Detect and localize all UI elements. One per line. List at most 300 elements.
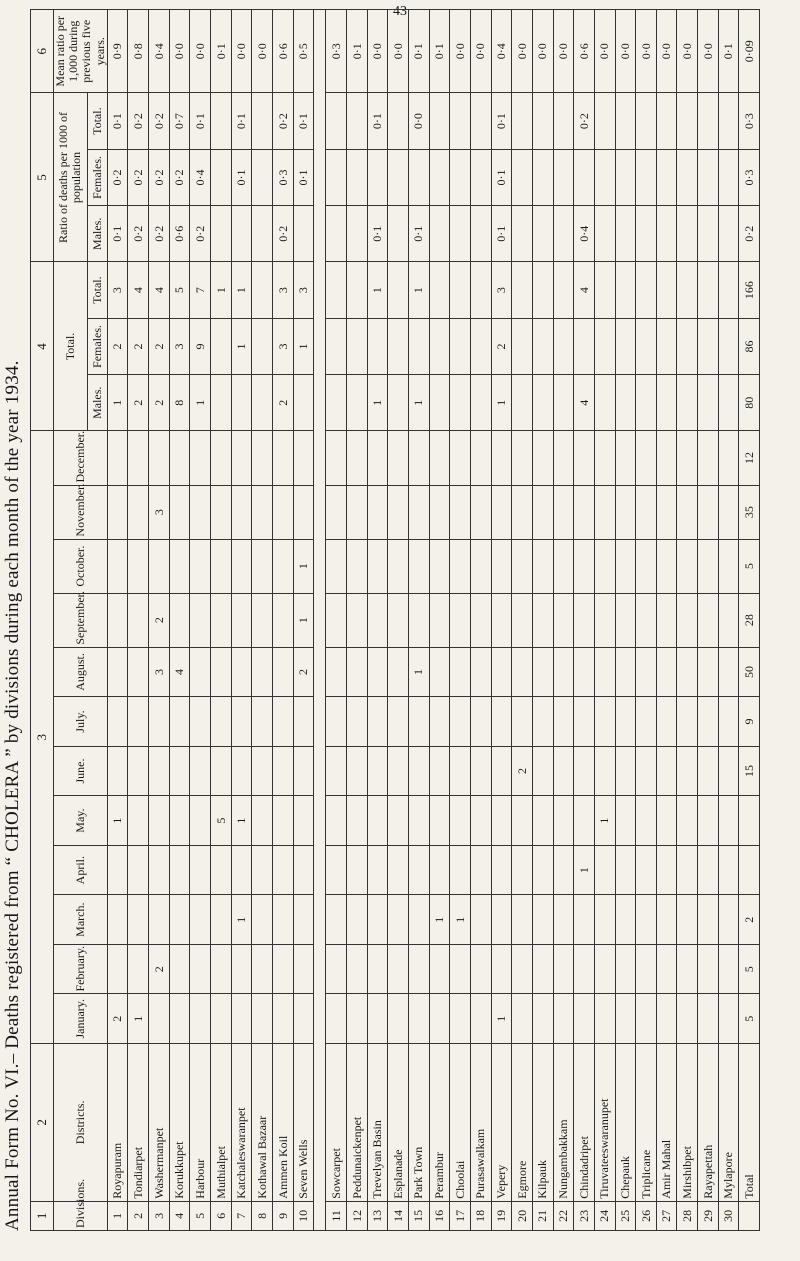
- table-row: [656, 10, 677, 1231]
- stat-rf: [367, 149, 388, 205]
- month-deaths: [491, 796, 512, 846]
- month-deaths: [470, 647, 491, 697]
- month-deaths: [470, 944, 491, 994]
- stat-tf: 9: [190, 318, 211, 374]
- month-deaths: 1: [107, 796, 128, 846]
- stat-tf: [677, 318, 698, 374]
- header-month: March.: [54, 895, 108, 945]
- header-month: February.: [54, 944, 108, 994]
- month-deaths: [169, 539, 190, 593]
- total-label: Total: [739, 1044, 760, 1202]
- month-deaths: [273, 593, 294, 647]
- month-deaths: [107, 539, 128, 593]
- header-total-females: Females.: [87, 318, 107, 374]
- stat-rt: [594, 93, 615, 149]
- month-deaths: [636, 895, 657, 945]
- division-number: 29: [698, 1201, 719, 1230]
- stat-tf: 2: [107, 318, 128, 374]
- month-deaths: 1: [293, 539, 314, 593]
- district-name: Seven Wells: [293, 1044, 314, 1202]
- month-deaths: [574, 994, 595, 1044]
- month-deaths: [367, 647, 388, 697]
- month-deaths: [532, 994, 553, 1044]
- stat-rm: [615, 206, 636, 262]
- month-deaths: [512, 994, 533, 1044]
- month-deaths: [107, 746, 128, 796]
- month-deaths: [429, 697, 450, 747]
- month-deaths: [656, 431, 677, 485]
- month-deaths: [677, 485, 698, 539]
- stat-rf: [450, 149, 471, 205]
- month-deaths: [491, 944, 512, 994]
- table-row: [149, 10, 170, 1231]
- stat-tm: [326, 375, 347, 431]
- table-body: [107, 10, 760, 1231]
- month-deaths: [149, 697, 170, 747]
- month-deaths: [326, 895, 347, 945]
- month-deaths: [211, 994, 232, 1044]
- stat-rm: 0·2: [190, 206, 211, 262]
- month-deaths: [326, 539, 347, 593]
- month-deaths: [388, 647, 409, 697]
- month-deaths: [677, 994, 698, 1044]
- stat-mean: 0·0: [615, 10, 636, 94]
- month-deaths: [346, 845, 367, 895]
- division-number: 7: [231, 1201, 252, 1230]
- table-row: [718, 10, 739, 1231]
- month-deaths: [128, 895, 149, 945]
- stat-mean: 0·0: [169, 10, 190, 94]
- month-deaths: [677, 593, 698, 647]
- month-deaths: [190, 539, 211, 593]
- stat-tt: [718, 262, 739, 318]
- stat-tf: 3: [273, 318, 294, 374]
- district-name: Chindadripet: [574, 1044, 595, 1202]
- total-stat-mean: 0·09: [739, 10, 760, 94]
- month-deaths: [408, 485, 429, 539]
- month-deaths: [532, 647, 553, 697]
- month-deaths: [346, 593, 367, 647]
- month-deaths: [211, 697, 232, 747]
- district-name: Purasawalkam: [470, 1044, 491, 1202]
- month-deaths: [615, 895, 636, 945]
- stat-rm: 0·1: [107, 206, 128, 262]
- stat-tf: [470, 318, 491, 374]
- stat-mean: 0·0: [252, 10, 273, 94]
- stat-rt: [252, 93, 273, 149]
- month-deaths: [293, 697, 314, 747]
- month-deaths: [190, 796, 211, 846]
- total-month-deaths: 2: [739, 895, 760, 945]
- stat-tm: 1: [367, 375, 388, 431]
- month-deaths: 1: [128, 994, 149, 1044]
- header-month: October.: [54, 539, 108, 593]
- stat-tf: [553, 318, 574, 374]
- month-deaths: [656, 994, 677, 1044]
- stat-rt: [211, 93, 232, 149]
- division-number: 14: [388, 1201, 409, 1230]
- month-deaths: [718, 485, 739, 539]
- month-deaths: [252, 485, 273, 539]
- stat-tt: 5: [169, 262, 190, 318]
- stat-rm: [252, 206, 273, 262]
- month-deaths: [388, 845, 409, 895]
- stat-rt: 0·0: [408, 93, 429, 149]
- month-deaths: [594, 845, 615, 895]
- stat-tt: [532, 262, 553, 318]
- month-deaths: 1: [450, 895, 471, 945]
- stat-tt: [615, 262, 636, 318]
- month-deaths: [367, 796, 388, 846]
- month-deaths: [211, 431, 232, 485]
- month-deaths: [429, 994, 450, 1044]
- month-deaths: [252, 746, 273, 796]
- month-deaths: [231, 746, 252, 796]
- month-deaths: [470, 431, 491, 485]
- month-deaths: [190, 697, 211, 747]
- month-deaths: [408, 431, 429, 485]
- month-deaths: [532, 593, 553, 647]
- table-row: [698, 10, 719, 1231]
- stat-rm: [532, 206, 553, 262]
- stat-rf: [252, 149, 273, 205]
- month-deaths: [326, 485, 347, 539]
- month-deaths: [346, 539, 367, 593]
- division-number: 21: [532, 1201, 553, 1230]
- month-deaths: [718, 647, 739, 697]
- month-deaths: [273, 485, 294, 539]
- month-deaths: [615, 697, 636, 747]
- stat-rm: 0·1: [367, 206, 388, 262]
- month-deaths: [107, 431, 128, 485]
- stat-rf: 0·1: [491, 149, 512, 205]
- stat-tt: [450, 262, 471, 318]
- month-deaths: [273, 895, 294, 945]
- division-number: 24: [594, 1201, 615, 1230]
- month-deaths: [698, 485, 719, 539]
- stat-rf: [408, 149, 429, 205]
- stat-tt: [252, 262, 273, 318]
- total-blank: [739, 1201, 760, 1230]
- stat-tm: [512, 375, 533, 431]
- month-deaths: [149, 845, 170, 895]
- month-deaths: [615, 994, 636, 1044]
- stat-tf: [656, 318, 677, 374]
- total-stat-tt: 166: [739, 262, 760, 318]
- header-ratio-group: Ratio of deaths per 1000 of population: [54, 93, 88, 262]
- stat-tt: 1: [408, 262, 429, 318]
- total-month-deaths: 50: [739, 647, 760, 697]
- stat-rf: 0·2: [169, 149, 190, 205]
- month-deaths: [656, 593, 677, 647]
- table-row: [615, 10, 636, 1231]
- month-deaths: [429, 845, 450, 895]
- month-deaths: [408, 944, 429, 994]
- stat-rt: [346, 93, 367, 149]
- total-stat-rf: 0·3: [739, 149, 760, 205]
- month-deaths: [553, 431, 574, 485]
- month-deaths: [388, 895, 409, 945]
- month-deaths: [594, 746, 615, 796]
- month-deaths: [293, 944, 314, 994]
- month-deaths: [512, 593, 533, 647]
- month-deaths: [346, 944, 367, 994]
- month-deaths: [211, 944, 232, 994]
- table-row: [293, 10, 314, 1231]
- district-name: Rayapettah: [698, 1044, 719, 1202]
- month-deaths: [367, 539, 388, 593]
- month-deaths: [512, 845, 533, 895]
- month-deaths: [470, 994, 491, 1044]
- stat-tt: 1: [367, 262, 388, 318]
- month-deaths: [408, 895, 429, 945]
- month-deaths: [698, 796, 719, 846]
- month-deaths: [190, 746, 211, 796]
- header-month: April.: [54, 845, 108, 895]
- stat-tm: [553, 375, 574, 431]
- header-month: August.: [54, 647, 108, 697]
- month-deaths: [190, 994, 211, 1044]
- header-month: January.: [54, 994, 108, 1044]
- district-name: Washermanpet: [149, 1044, 170, 1202]
- division-number: 8: [252, 1201, 273, 1230]
- stat-tm: [211, 375, 232, 431]
- month-deaths: [429, 796, 450, 846]
- stat-tf: [512, 318, 533, 374]
- month-deaths: [698, 697, 719, 747]
- division-number: 12: [346, 1201, 367, 1230]
- stat-rf: [326, 149, 347, 205]
- stat-rm: [450, 206, 471, 262]
- table-row: [636, 10, 657, 1231]
- stat-tf: 1: [231, 318, 252, 374]
- stat-rm: 0·6: [169, 206, 190, 262]
- month-deaths: [512, 647, 533, 697]
- month-deaths: [190, 593, 211, 647]
- stat-mean: 0·6: [574, 10, 595, 94]
- total-month-deaths: 5: [739, 994, 760, 1044]
- stat-mean: 0·0: [677, 10, 698, 94]
- header-ratio-total: Total.: [87, 93, 107, 149]
- division-number: 27: [656, 1201, 677, 1230]
- month-deaths: [553, 697, 574, 747]
- stat-rm: [326, 206, 347, 262]
- month-deaths: [450, 431, 471, 485]
- stat-tf: [615, 318, 636, 374]
- stat-tt: [326, 262, 347, 318]
- stat-tt: [553, 262, 574, 318]
- district-name: Choolai: [450, 1044, 471, 1202]
- total-stat-tf: 86: [739, 318, 760, 374]
- stat-tt: 1: [231, 262, 252, 318]
- district-name: Mylapore: [718, 1044, 739, 1202]
- month-deaths: [470, 796, 491, 846]
- month-deaths: 5: [211, 796, 232, 846]
- month-deaths: [450, 485, 471, 539]
- month-deaths: [388, 485, 409, 539]
- month-deaths: [594, 944, 615, 994]
- table-row: [231, 10, 252, 1231]
- month-deaths: 2: [149, 944, 170, 994]
- month-deaths: [677, 845, 698, 895]
- month-deaths: [252, 431, 273, 485]
- month-deaths: [273, 539, 294, 593]
- month-deaths: [293, 994, 314, 1044]
- month-deaths: [388, 539, 409, 593]
- stat-tf: [408, 318, 429, 374]
- month-deaths: 3: [149, 647, 170, 697]
- stat-tf: [636, 318, 657, 374]
- month-deaths: [326, 796, 347, 846]
- month-deaths: [326, 944, 347, 994]
- month-deaths: [429, 431, 450, 485]
- table-row: [107, 10, 128, 1231]
- stat-tf: [211, 318, 232, 374]
- district-name: Egmore: [512, 1044, 533, 1202]
- stat-tf: [718, 318, 739, 374]
- month-deaths: [656, 746, 677, 796]
- month-deaths: [367, 994, 388, 1044]
- stat-rf: 0·2: [107, 149, 128, 205]
- month-deaths: [211, 647, 232, 697]
- stat-tm: 8: [169, 375, 190, 431]
- column-number: 5: [31, 93, 54, 262]
- table-row: [429, 10, 450, 1231]
- division-number: 15: [408, 1201, 429, 1230]
- month-deaths: [169, 845, 190, 895]
- month-deaths: [211, 895, 232, 945]
- stat-rf: 0·2: [128, 149, 149, 205]
- section-separator: [314, 10, 326, 1231]
- month-deaths: [128, 944, 149, 994]
- district-name: Katchaleswaranpet: [231, 1044, 252, 1202]
- month-deaths: [677, 539, 698, 593]
- stat-rt: 0·2: [128, 93, 149, 149]
- table-row: [252, 10, 273, 1231]
- month-deaths: [429, 647, 450, 697]
- month-deaths: [677, 796, 698, 846]
- stat-tf: 3: [169, 318, 190, 374]
- stat-rf: 0·2: [149, 149, 170, 205]
- stat-tm: [594, 375, 615, 431]
- month-deaths: [367, 697, 388, 747]
- stat-tm: [346, 375, 367, 431]
- stat-tm: [293, 375, 314, 431]
- month-deaths: [491, 647, 512, 697]
- stat-rf: [512, 149, 533, 205]
- month-deaths: [367, 944, 388, 994]
- table-row: [677, 10, 698, 1231]
- division-number: 5: [190, 1201, 211, 1230]
- header-ratio-females: Females.: [87, 149, 107, 205]
- month-deaths: [718, 431, 739, 485]
- stat-rm: [293, 206, 314, 262]
- month-deaths: [470, 697, 491, 747]
- stat-tt: [677, 262, 698, 318]
- month-deaths: [149, 746, 170, 796]
- month-deaths: [677, 647, 698, 697]
- district-name: Peddunaickenpet: [346, 1044, 367, 1202]
- stat-rm: [656, 206, 677, 262]
- total-row: [739, 10, 760, 1231]
- stat-rm: [636, 206, 657, 262]
- stat-tt: 1: [211, 262, 232, 318]
- month-deaths: [636, 845, 657, 895]
- month-deaths: [128, 647, 149, 697]
- month-deaths: [698, 994, 719, 1044]
- month-deaths: 1: [491, 994, 512, 1044]
- stat-rm: [346, 206, 367, 262]
- month-deaths: [636, 944, 657, 994]
- district-name: Harbour: [190, 1044, 211, 1202]
- month-deaths: [252, 593, 273, 647]
- total-month-deaths: 9: [739, 697, 760, 747]
- district-name: Esplanade: [388, 1044, 409, 1202]
- stat-tt: [346, 262, 367, 318]
- month-deaths: [149, 895, 170, 945]
- month-deaths: [574, 647, 595, 697]
- stat-rt: [532, 93, 553, 149]
- header-month: December.: [54, 431, 108, 485]
- month-deaths: [718, 697, 739, 747]
- stat-mean: 0·4: [149, 10, 170, 94]
- month-deaths: [636, 697, 657, 747]
- month-deaths: [252, 944, 273, 994]
- stat-rt: [388, 93, 409, 149]
- month-deaths: [553, 593, 574, 647]
- month-deaths: [231, 593, 252, 647]
- header-ratio-males: Males.: [87, 206, 107, 262]
- stat-tf: [574, 318, 595, 374]
- month-deaths: 2: [293, 647, 314, 697]
- month-deaths: [553, 895, 574, 945]
- stat-rf: [636, 149, 657, 205]
- total-stat-rm: 0·2: [739, 206, 760, 262]
- month-deaths: [491, 485, 512, 539]
- month-deaths: [594, 895, 615, 945]
- month-deaths: [107, 895, 128, 945]
- stat-tt: 4: [574, 262, 595, 318]
- month-deaths: [491, 746, 512, 796]
- month-deaths: [293, 845, 314, 895]
- stat-mean: 0·0: [367, 10, 388, 94]
- page-title: Annual Form No. VI.– Deaths registered from “ CHOLERA ” by divisions during each month of the year 1934.: [2, 360, 23, 1231]
- month-deaths: [615, 593, 636, 647]
- month-deaths: 3: [149, 485, 170, 539]
- month-deaths: [252, 845, 273, 895]
- month-deaths: [698, 593, 719, 647]
- stat-tf: [346, 318, 367, 374]
- month-deaths: [636, 539, 657, 593]
- month-deaths: 2: [149, 593, 170, 647]
- stat-rt: [718, 93, 739, 149]
- month-deaths: [698, 895, 719, 945]
- stat-rf: [574, 149, 595, 205]
- month-deaths: [512, 796, 533, 846]
- district-name: Muthialpet: [211, 1044, 232, 1202]
- header-total-group: Total.: [54, 262, 88, 431]
- month-deaths: [450, 796, 471, 846]
- month-deaths: [408, 593, 429, 647]
- table-row: [594, 10, 615, 1231]
- month-deaths: 1: [231, 895, 252, 945]
- month-deaths: [718, 539, 739, 593]
- month-deaths: [656, 796, 677, 846]
- month-deaths: [273, 647, 294, 697]
- month-deaths: [512, 895, 533, 945]
- month-deaths: [231, 485, 252, 539]
- month-deaths: [512, 697, 533, 747]
